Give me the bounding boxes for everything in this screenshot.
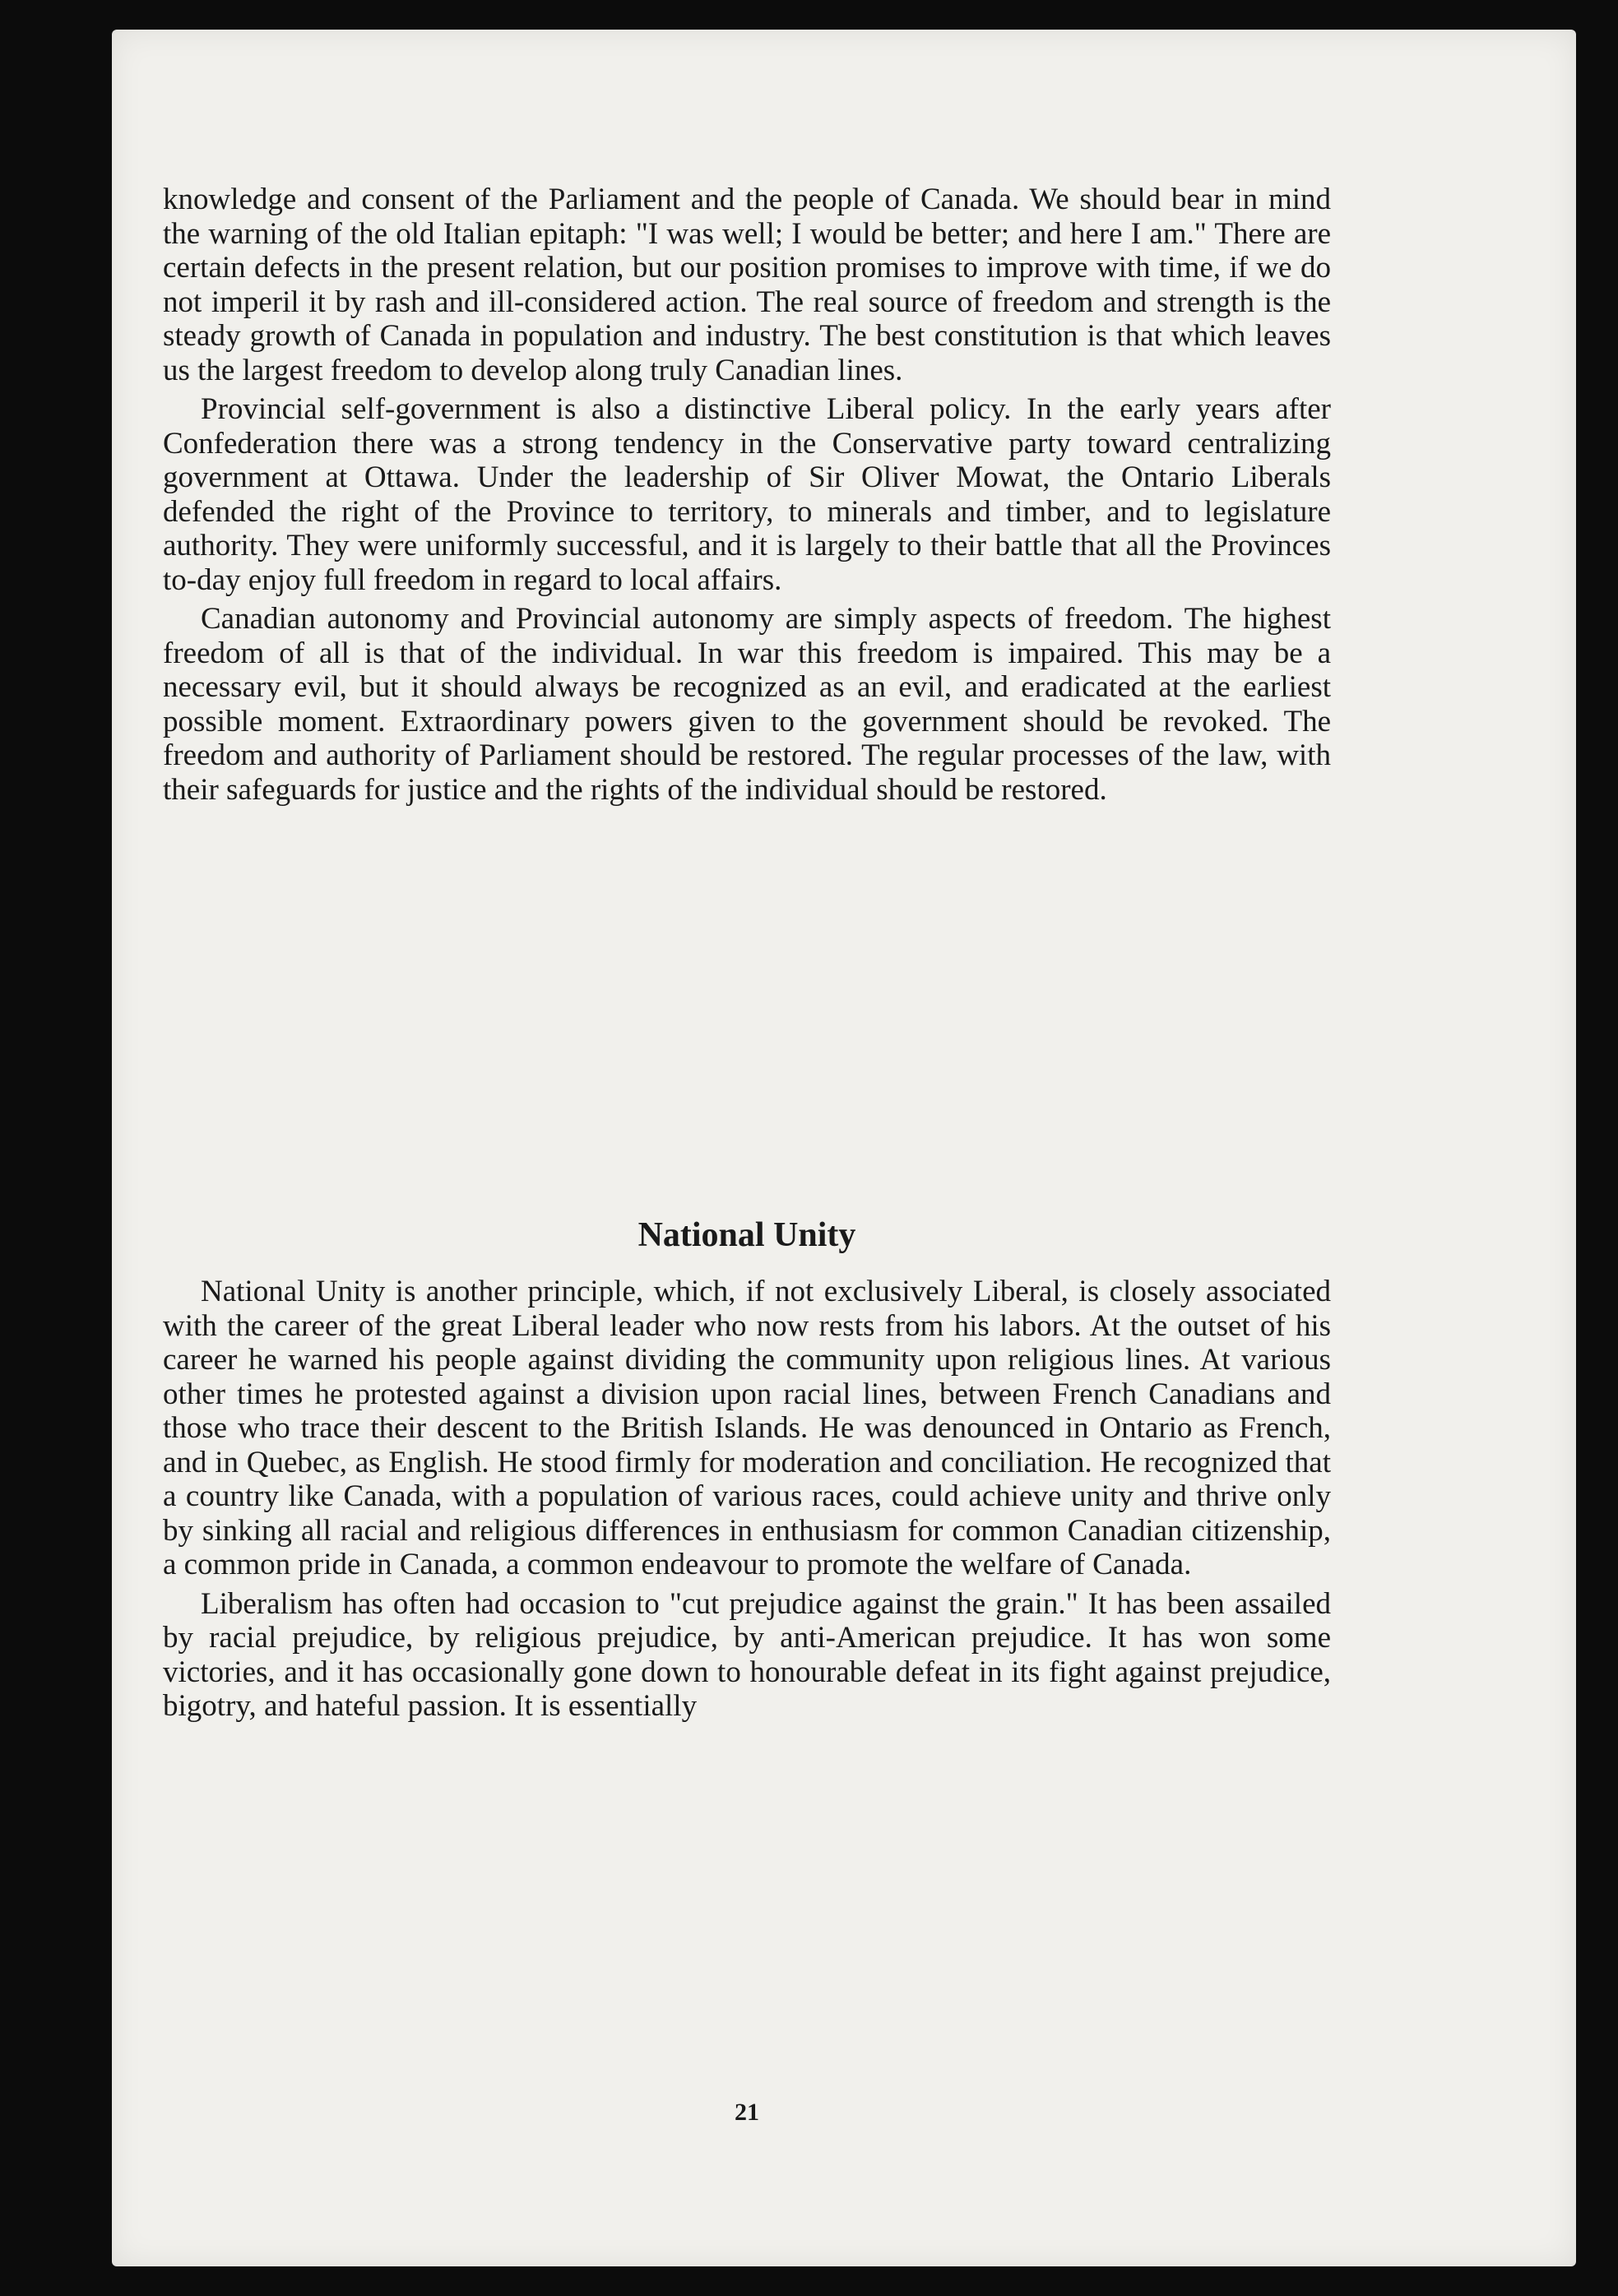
body-text-bottom — [163, 1275, 1331, 1729]
paragraph: Canadian autonomy and Provincial autonomy are simply aspects of freedom. The highest freedom of all is that of the individual. In war this freedom is impaired. This may be a necessary evil, but it should always be recognized as an evil, and eradicated at the earliest possible moment. Extraordinary powers given to the government should be revoked. The freedom and authority of Parliament should be restored. The regular processes of the law, with their safeguards for justice and the rights of the individual should be restored. — [163, 602, 1331, 807]
body-text-top — [163, 183, 1331, 812]
paragraph: knowledge and consent of the Parliament and the people of Canada. We should bear in mind the warning of the old Italian epitaph: "I was well; I would be better; and here I am." There are certain defects in the present relation, but our position promises to improve with time, if we do not imperil it by rash and ill-considered action. The real source of freedom and strength is the steady growth of Canada in population and industry. The best constitution is that which leaves us the largest freedom to develop along truly Canadian lines. — [163, 183, 1331, 387]
paragraph: National Unity is another principle, which, if not exclusively Liberal, is closely associated with the career of the great Liberal leader who now rests from his labors. At the outset of his career he warned his people against dividing the community upon religious lines. At various other times he protested against a division upon racial lines, between French Canadians and those who trace their descent to the British Islands. He was denounced in Ontario as French, and in Quebec, as English. He stood firmly for moderation and conciliation. He recognized that a country like Canada, with a population of various races, could achieve unity and thrive only by sinking all racial and religious differences in enthusiasm for common Canadian citizenship, a common pride in Canada, a common endeavour to promote the welfare of Canada. — [163, 1275, 1331, 1581]
page-number: 21 — [735, 2099, 759, 2126]
paragraph: Liberalism has often had occasion to "cut prejudice against the grain." It has been assailed by racial prejudice, by religious prejudice, by anti-American prejudice. It has won some victories, and it has occasionally gone down to honourable defeat in its fight against prejudice, bigotry, and hateful passion. It is essentially — [163, 1586, 1331, 1723]
paragraph: Provincial self-government is also a distinctive Liberal policy. In the early years after Confederation there was a strong tendency in the Conservative party toward centralizing government at Ottawa. Under the leadership of Sir Oliver Mowat, the Ontario Liberals defended the right of the Province to territory, to minerals and timber, and to legislature authority. They were uniformly successful, and it is largely to their battle that all the Provinces to-day enjoy full freedom in regard to local affairs. — [163, 392, 1331, 597]
section-heading: National Unity — [637, 1216, 856, 1254]
